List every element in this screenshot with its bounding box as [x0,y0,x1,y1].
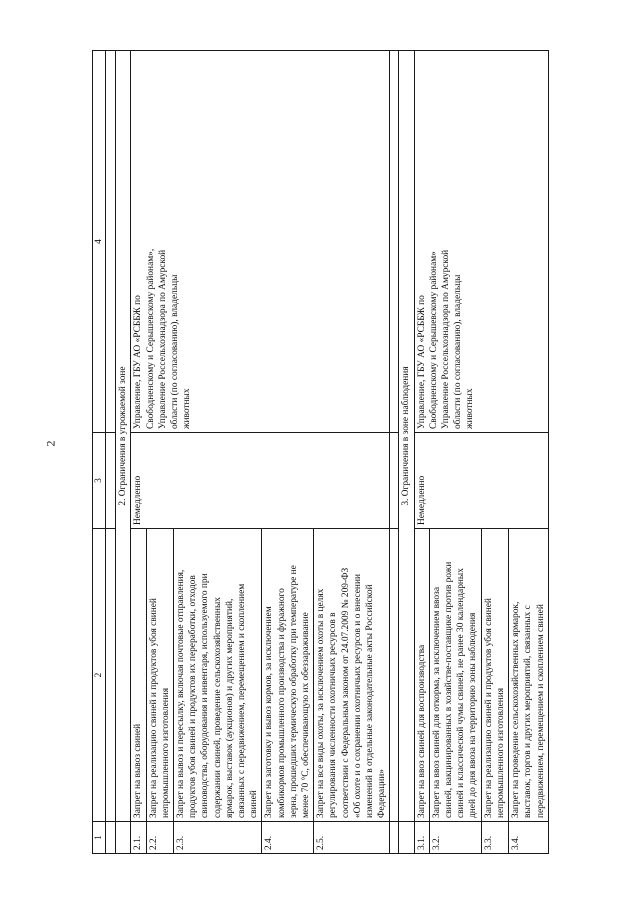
measure-text-line: регулирования численности охотничьих ресурсов в [328,612,339,818]
measure-text-line: свиноводства, оборудования и инвентаря, используемого при [200,573,211,818]
measure-text [414,529,429,822]
measure-text-line: свиней, вакцинированных в хозяйстве-поставщике против рожи [444,561,455,818]
responsible-cell [414,51,548,433]
section-title: 2. Ограничения в угрожаемой зоне [116,51,131,822]
measure-text-line: Запрет на реализацию свиней и продуктов убоя свиней [148,598,159,818]
term-cell: Немедленно [414,433,548,529]
measure-text-line: дней до дня ввоза на территорию зоны наблюдения [468,612,479,818]
measure-text [174,529,262,822]
measure-text-line: свиней [249,790,260,818]
measure-text [131,529,146,822]
responsible-line: животных [182,388,193,429]
measure-text-line: Запрет на реализацию свиней и продуктов убоя свиней [483,598,494,818]
item-number: 2.1. [131,822,146,854]
measure-text [481,529,508,822]
measure-text [509,529,549,822]
measure-text-line: менее 70 °С, обеспечивающую их обеззараживание [301,612,312,818]
item-number: 2.3. [174,822,262,854]
measure-text-line: Запрет на ввоз свиней для воспроизводства [416,644,427,818]
empty-cell [106,529,116,822]
measure-text-line: Запрет на ввоз свиней для откорма, за исключением ввоза [431,587,442,818]
measure-text-line: изменений в отдельные законодательные акты Российской [365,584,376,818]
measure-text-line: Запрет на вывоз свиней [133,723,144,818]
measure-text-line: Запрет на вывоз и пересылку, включая почтовые отправления, [176,569,187,818]
measure-text-line: передвижением, перемещением и скоплением свиней [535,604,546,818]
term-cell: Немедленно [131,433,390,529]
responsible-line: области (по согласованию), владельцы [453,274,464,429]
responsible-cell [131,51,390,433]
item-number: 2.5. [314,822,390,854]
empty-cell [106,822,116,854]
header-col-2: 2 [93,529,106,822]
measure-text-line: ярмарок, выставок (аукционов) и других мероприятий, [224,598,235,818]
table-row [414,51,429,854]
table-header-row [93,51,106,854]
empty-cell [390,529,399,822]
section-title: 3. Ограничения в зоне наблюдения [399,51,414,822]
item-number: 2.2. [146,822,173,854]
empty-row [106,51,116,854]
responsible-line: области (по согласованию), владельцы [170,274,181,429]
measure-text-line: Запрет на заготовку и вывоз кормов, за исключением [264,606,275,818]
measure-text-line: Запрет на проведение сельскохозяйственных ярмарок, [511,601,522,818]
item-number: 3.3. [481,822,508,854]
measure-text-line: содержании свиней, проведение сельскохозяйственных [212,597,223,818]
measures-table-body [93,51,549,854]
empty-cell [399,822,414,854]
responsible-line: Управление Россельхознадзора по Амурской [441,249,452,429]
measure-text-line: зерна, прошедших термическую обработку при температуре не [288,565,299,818]
item-number: 2.4. [262,822,314,854]
measure-text [314,529,390,822]
measure-text [146,529,173,822]
measure-text-line: продуктов убоя свиней и продуктов их переработки, отходов [188,575,199,818]
empty-cell [390,51,399,433]
page-number: 2 [43,440,58,447]
item-number: 3.2. [429,822,481,854]
rotated-page-content [92,51,544,854]
header-col-1: 1 [93,822,106,854]
empty-cell [390,433,399,529]
measure-text-line: Запрет на все виды охоты, за исключением охоты в целях [316,588,327,818]
responsible-line: Управление, ГБУ АО «РСББЖ по [416,295,427,429]
responsible-line: Свободненскому и Серышевскому районам», [145,248,156,429]
empty-row [390,51,399,854]
measure-text-line: непромышленного изготовления [160,687,171,818]
header-col-3: 3 [93,433,106,529]
measures-table [92,50,549,854]
item-number: 3.1. [414,822,429,854]
table-row [131,51,146,854]
responsible-line: животных [465,388,476,429]
responsible-line: Свободненскому и Серышевскому районам» [428,251,439,429]
section-title-row [116,51,131,854]
measure-text-line: непромышленного изготовления [495,687,506,818]
responsible-line: Управление, ГБУ АО «РСББЖ по [133,295,144,429]
measure-text-line: выставок, торгов и других мероприятий, связанных с [523,605,534,818]
measure-text-line: Федерации» [377,769,388,818]
measure-text-line: свиней и классической чумы свиней, не ранее 30 календарных [456,568,467,818]
header-col-4: 4 [93,51,106,433]
measure-text-line: «Об охоте и о сохранении охотничьих ресурсов и о внесении [352,574,363,818]
empty-cell [116,822,131,854]
measure-text [429,529,481,822]
measure-text-line: связанных с передвижением, перемещением и скоплением [237,583,248,818]
item-number: 3.4. [509,822,549,854]
empty-cell [390,822,399,854]
measure-text-line: соответствии с Федеральным законом от 24.07.2009 № 209-ФЗ [340,567,351,818]
empty-cell [106,433,116,529]
empty-cell [106,51,116,433]
measure-text [262,529,314,822]
section-title-row [399,51,414,854]
measure-text-line: комбикормов промышленного производства и фуражного [276,588,287,818]
responsible-line: Управление Россельхознадзора по Амурской [157,249,168,429]
